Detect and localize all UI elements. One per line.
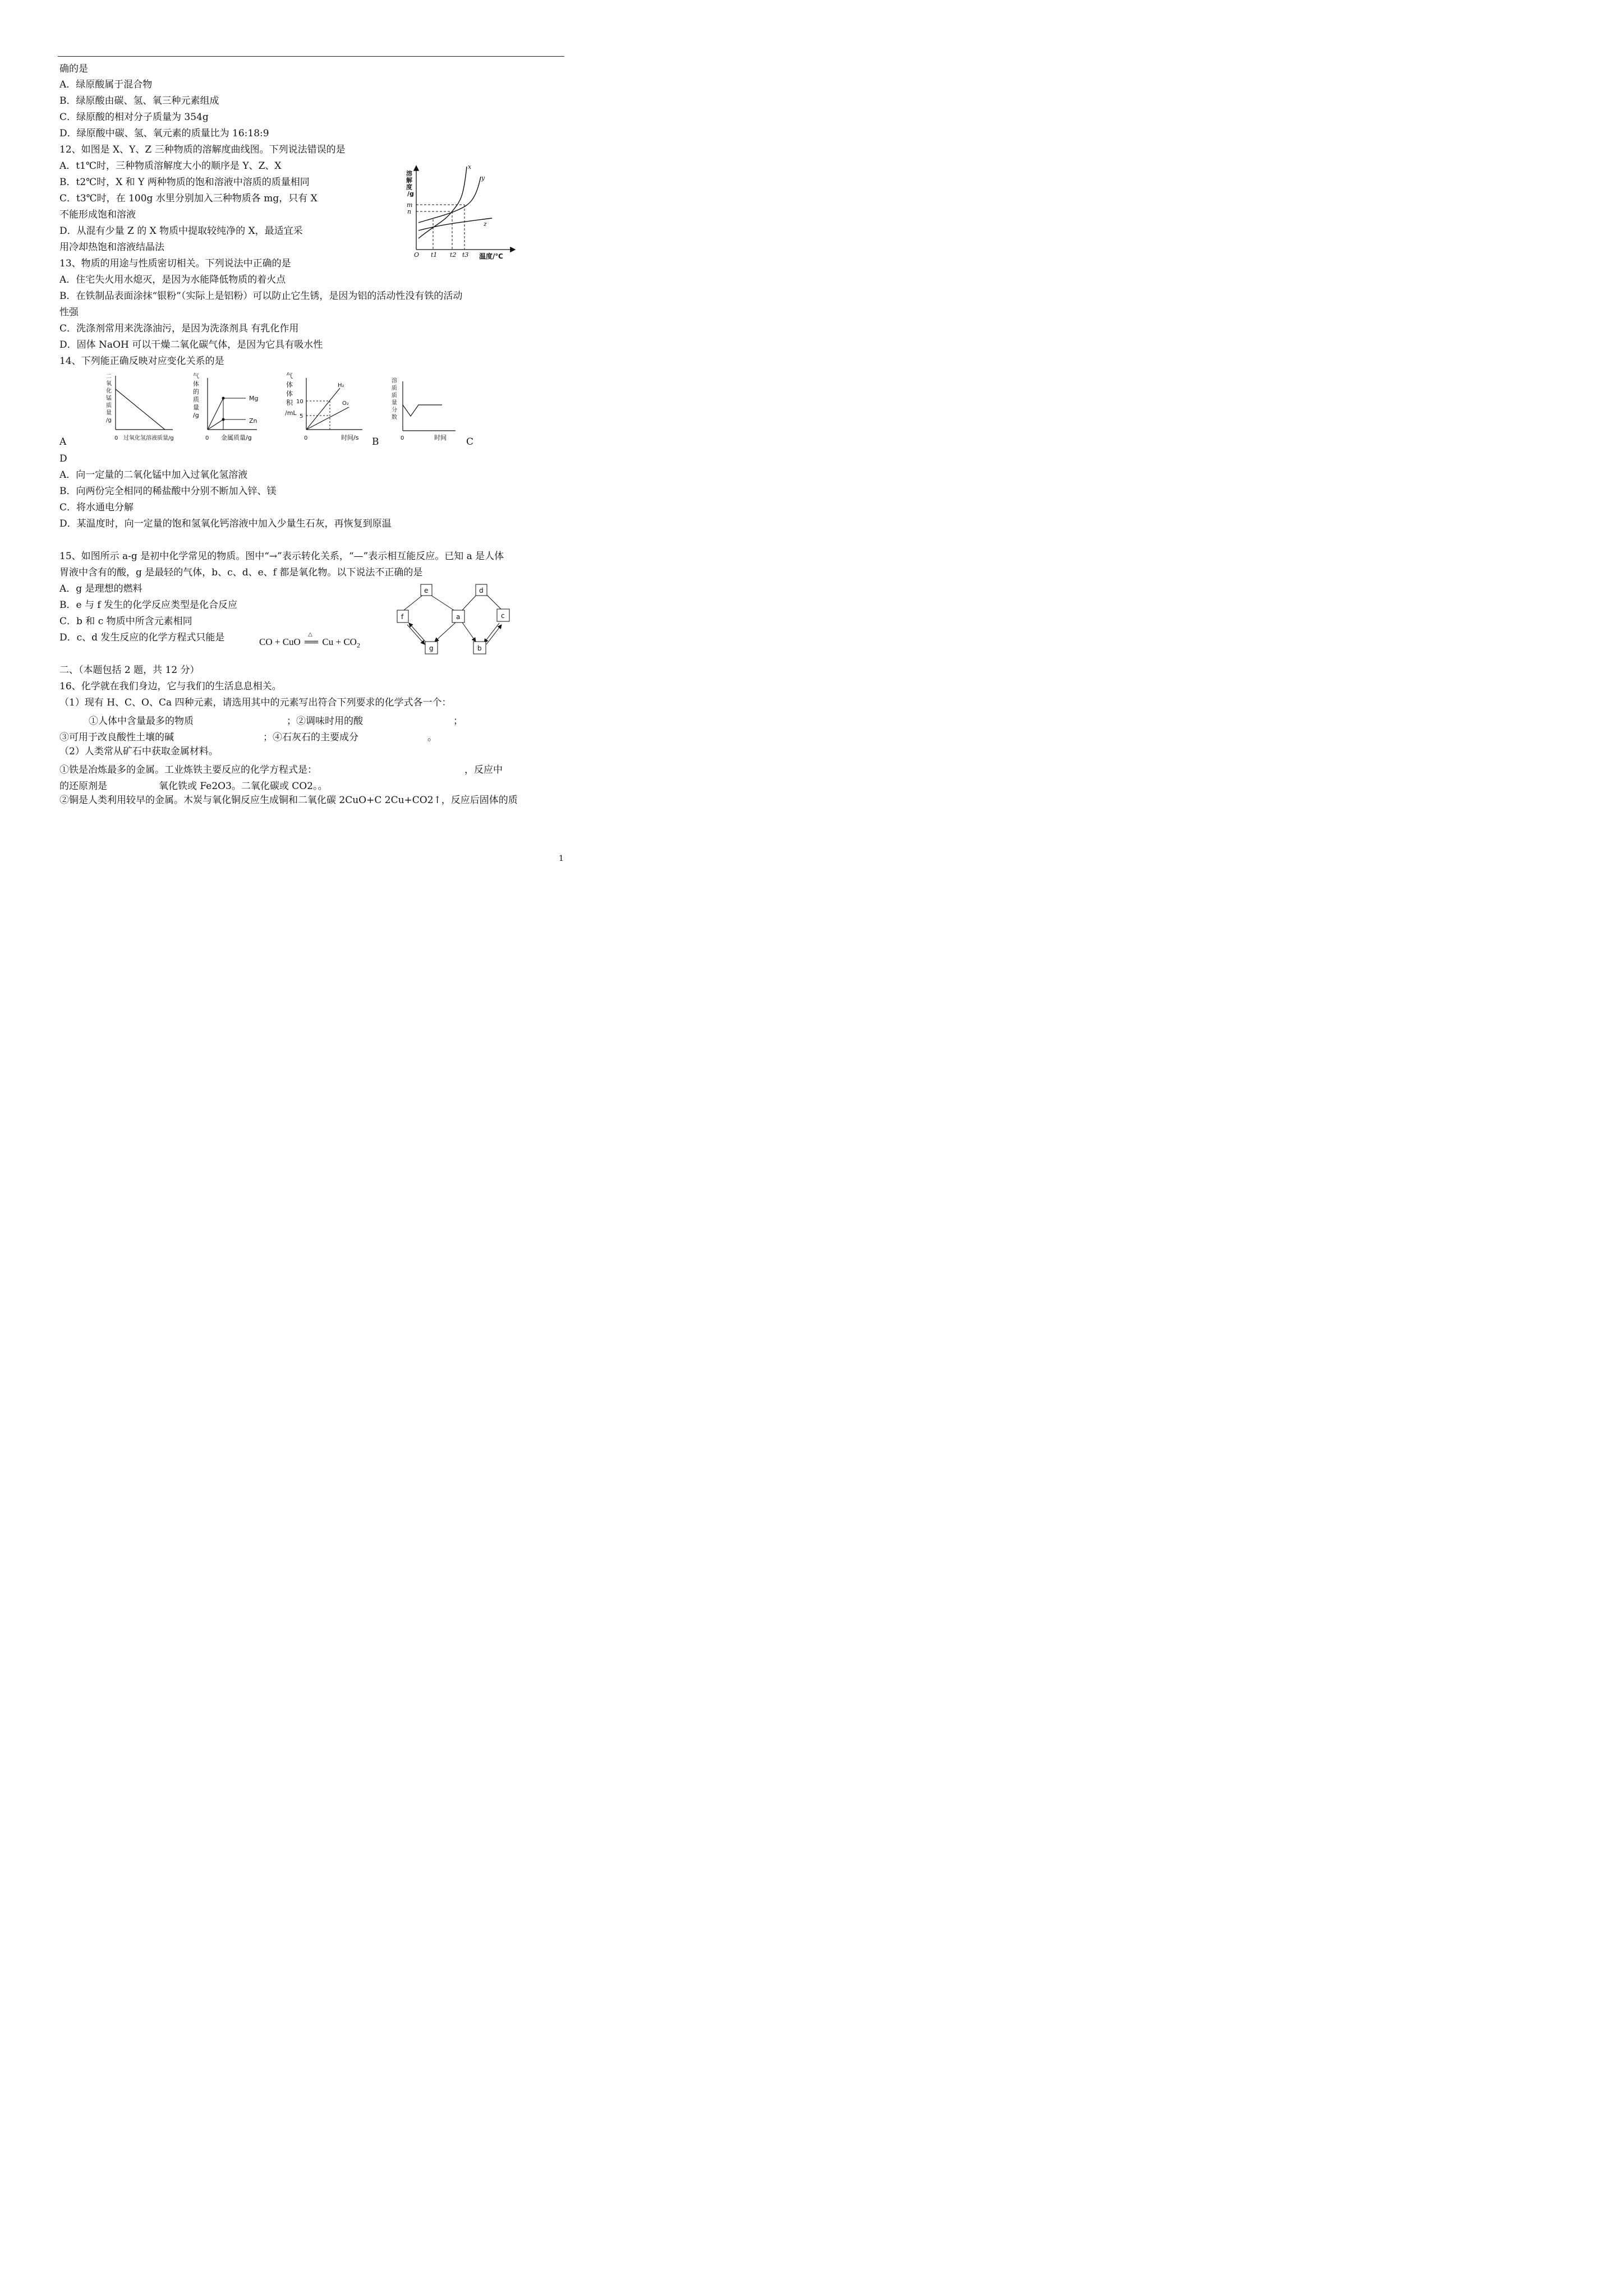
blank-prompt: 的还原剂是 [59, 781, 107, 792]
y-tick-n: n [407, 208, 412, 215]
text-line: 性强 [59, 307, 79, 318]
option-label-d: D [59, 453, 67, 464]
option-label-b: B [372, 436, 379, 448]
axis-label-char: 体 [193, 380, 199, 388]
link-d-c [485, 593, 501, 609]
node-f: f [401, 613, 404, 621]
origin-label: 0 [304, 435, 308, 441]
option-label-c: C [466, 436, 474, 448]
graph-a [104, 371, 188, 444]
text-line: 确的是 [59, 63, 88, 75]
question-12-stem: 12、如图是 X、Y、Z 三种物质的溶解度曲线图。下列说法错误的是 [59, 144, 346, 155]
curve-z [418, 218, 492, 230]
axis-label-char: 气 [193, 372, 199, 380]
text-line: C．b 和 c 物质中所含元素相同 [59, 616, 192, 627]
series-label-o2: O₂ [342, 400, 349, 407]
series-label-h2: H₂ [338, 382, 344, 389]
axis-label-char: 积 [286, 399, 293, 407]
axis-label-char: 体 [286, 381, 293, 389]
curve-label-y: y [481, 174, 485, 182]
graph-b [191, 371, 269, 444]
axis-label-char: 体 [286, 390, 293, 398]
node-e: e [424, 587, 429, 594]
axis-label-char: 质 [392, 385, 397, 391]
blank-prompt: ③可用于改良酸性土壤的碱 [59, 732, 174, 743]
text-line: D．从混有少量 Z 的 X 物质中提取较纯净的 X，最适宜采 [59, 225, 303, 237]
x-axis-label: 时间/s [341, 434, 359, 441]
question-16-stem: 16、化学就在我们身边，它与我们的生活息息相关。 [59, 681, 282, 692]
y-tick-10: 10 [296, 399, 303, 405]
text-line: C．绿原酸的相对分子质量为 354g [59, 112, 209, 123]
arrow-a-b [462, 623, 476, 642]
axis-label-char: 氧 [106, 381, 112, 387]
text-line: 胃液中含有的酸，g 是最轻的气体，b、c、d、e、f 都是氧化物。以下说法不正确的是 [59, 567, 423, 578]
axis-label-char: 量 [392, 400, 397, 406]
x-axis-label: 过氧化氢溶液质量/g [123, 435, 174, 441]
y-axis-label [106, 374, 112, 423]
y-axis-label [285, 371, 297, 417]
text-line: B．在铁制品表面涂抹“银粉”（实际上是铝粉）可以防止它生锈，是因为铝的活动性没有铁的活动 [59, 291, 463, 302]
node-c: c [501, 612, 505, 620]
curve-y [418, 177, 481, 223]
axis-label-char: 的 [193, 388, 199, 395]
series-label-mg: Mg [249, 395, 259, 402]
equation-subscript: 2 [356, 641, 360, 649]
x-tick-t1: t1 [431, 251, 438, 259]
text-line: C．将水通电分解 [59, 502, 134, 513]
text-line: C．t3℃时，在 100g 水里分别加入三种物质各 mg，只有 X [59, 193, 318, 204]
axis-label-char: 数 [392, 414, 397, 421]
axis-label-char: 质 [106, 403, 112, 409]
x-axis-label: 温度/℃ [479, 252, 503, 260]
x-tick-t3: t3 [462, 251, 469, 259]
graph-d [386, 377, 464, 444]
graph-c [284, 371, 368, 444]
axis-label-char: 二 [106, 374, 112, 380]
axis-label-char: 质 [193, 396, 199, 403]
page-number: 1 [559, 854, 564, 863]
question-15-stem: 15、如图所示 a-g 是初中化学常见的物质。图中“→”表示转化关系，“—”表示相互能反应。已知 a 是人体 [59, 551, 504, 562]
blank-prompt: ①人体中含量最多的物质 [89, 716, 194, 727]
arrow-c-b [484, 623, 499, 643]
question-14-stem: 14、下列能正确反映对应变化关系的是 [59, 356, 224, 367]
origin-label: 0 [401, 435, 404, 441]
curve-label-x: x [468, 163, 472, 170]
axis-label-char: 锰 [106, 395, 112, 402]
node-b: b [477, 644, 482, 652]
axis-label-char: /g [106, 417, 112, 423]
origin-label: 0 [114, 435, 118, 441]
curve-label-z: z [484, 220, 487, 228]
arrow-a-g [435, 623, 456, 642]
axis-label-char: /g [407, 190, 414, 197]
axis-label-char: 化 [106, 388, 112, 394]
substance-network-diagram [393, 580, 516, 658]
blank-prompt: ①铁是冶炼最多的金属。工业炼铁主要反应的化学方程式是： [59, 764, 317, 776]
node-d: d [479, 587, 484, 594]
text-line: B．e 与 f 发生的化学反应类型是化合反应 [59, 600, 238, 611]
axis-label-char: 量 [193, 404, 199, 411]
arrow-g-f [409, 623, 426, 643]
axis-label-char: 溶 [406, 170, 412, 177]
chemical-equation [259, 631, 360, 649]
text-line: （2）人类常从矿石中获取金属材料。 [59, 746, 218, 757]
axis-label-char: /g [193, 412, 199, 419]
text-line: 用冷却热饱和溶液结晶法 [59, 242, 164, 253]
text-line: B．t2℃时，X 和 Y 两种物质的饱和溶液中溶质的质量相同 [59, 177, 310, 188]
axis-label-char: 分 [392, 407, 397, 413]
equation-right: Cu + CO [322, 637, 357, 647]
text-line: A．g 是理想的燃料 [59, 583, 142, 594]
text-line: （1）现有 H、C、O、Ca 四种元素，请选用其中的元素写出符合下列要求的化学式各一个： [59, 697, 452, 708]
arrow-f-g [407, 625, 425, 644]
y-axis-label [392, 377, 397, 421]
equation-left: CO + CuO [259, 637, 301, 647]
link-e-a [430, 594, 454, 610]
y-axis-label [193, 372, 199, 419]
option-label-a: A [59, 436, 67, 448]
data-line [403, 405, 442, 416]
blank-prompt: ，反应中 [464, 764, 503, 776]
data-point [222, 418, 225, 421]
text-line: D．某温度时，向一定量的饱和氢氧化钙溶液中加入少量生石灰，再恢复到原温 [59, 518, 392, 529]
y-tick-5: 5 [300, 413, 303, 419]
arrow-b-c [486, 625, 502, 644]
text-line: ②铜是人类利用较早的金属。木炭与氧化铜反应生成铜和二氧化碳 2CuO+C 2Cu+CO2↑，反应后固体的质 [59, 795, 518, 806]
axis-label-char: 质 [392, 393, 397, 399]
section-heading: 二、（本题包括 2 题，共 12 分） [59, 665, 200, 676]
text-line: D．固体 NaOH 可以干燥二氧化碳气体，是因为它具有吸水性 [59, 339, 323, 351]
x-axis-label: 金属质量/g [221, 434, 252, 441]
data-line [116, 389, 165, 430]
text-line: D．绿原酸中碳、氢、氧元素的质量比为 16:18:9 [59, 128, 269, 139]
origin-label: O [414, 251, 420, 259]
text-line: A．t1℃时，三种物质溶解度大小的顺序是 Y、Z、X [59, 160, 282, 172]
text-line: B．绿原酸由碳、氢、氧三种元素组成 [59, 95, 219, 107]
axis-label-char: 气 [286, 372, 293, 380]
text-line: A．绿原酸属于混合物 [59, 79, 153, 90]
data-point [222, 397, 225, 400]
axis-label-char: 溶 [392, 378, 397, 384]
node-g: g [429, 644, 434, 652]
question-13-stem: 13、物质的用途与性质密切相关。下列说法中正确的是 [59, 258, 291, 269]
blank-prompt: ；②调味时用的酸 [287, 716, 363, 727]
series-line-h2 [306, 388, 340, 430]
curve-x [418, 167, 467, 238]
x-axis-label: 时间 [434, 434, 447, 441]
blank-prompt: ； [453, 716, 463, 727]
y-axis-label [406, 169, 414, 197]
answer-text: 氧化铁或 Fe2O3。二氧化碳或 CO2。。 [159, 781, 328, 792]
series-label-zn: Zn [249, 417, 257, 425]
text-line: A．向一定量的二氧化锰中加入过氧化氢溶液 [59, 469, 248, 481]
y-tick-m: m [407, 201, 413, 209]
x-tick-t2: t2 [450, 251, 457, 259]
text-line: C．洗涤剂常用来洗涤油污，是因为洗涤剂具 有乳化作用 [59, 323, 299, 334]
text-line: A．住宅失火用水熄灭，是因为水能降低物质的着火点 [59, 274, 286, 285]
series-line-o2 [306, 407, 349, 430]
solubility-curve-chart [405, 160, 517, 261]
text-line: B．向两份完全相同的稀盐酸中分别不断加入锌、镁 [59, 486, 277, 497]
blank-prompt: ；④石灰石的主要成分 [263, 732, 358, 743]
axis-label-char: 解 [406, 177, 412, 184]
axis-label-char: 度 [406, 183, 412, 191]
text-line: 不能形成饱和溶液 [59, 209, 136, 220]
text-line: D．c、d 发生反应的化学方程式只能是 [59, 632, 225, 643]
axis-label-char: 量 [106, 410, 112, 416]
heat-symbol: △ [308, 631, 312, 638]
origin-label: 0 [205, 435, 209, 441]
blank-prompt: 。 [427, 732, 437, 743]
node-a: a [456, 613, 461, 621]
equation-condition: △ ══ [305, 631, 319, 647]
axis-label-char: /mL [285, 409, 297, 417]
header-rule [58, 56, 564, 57]
